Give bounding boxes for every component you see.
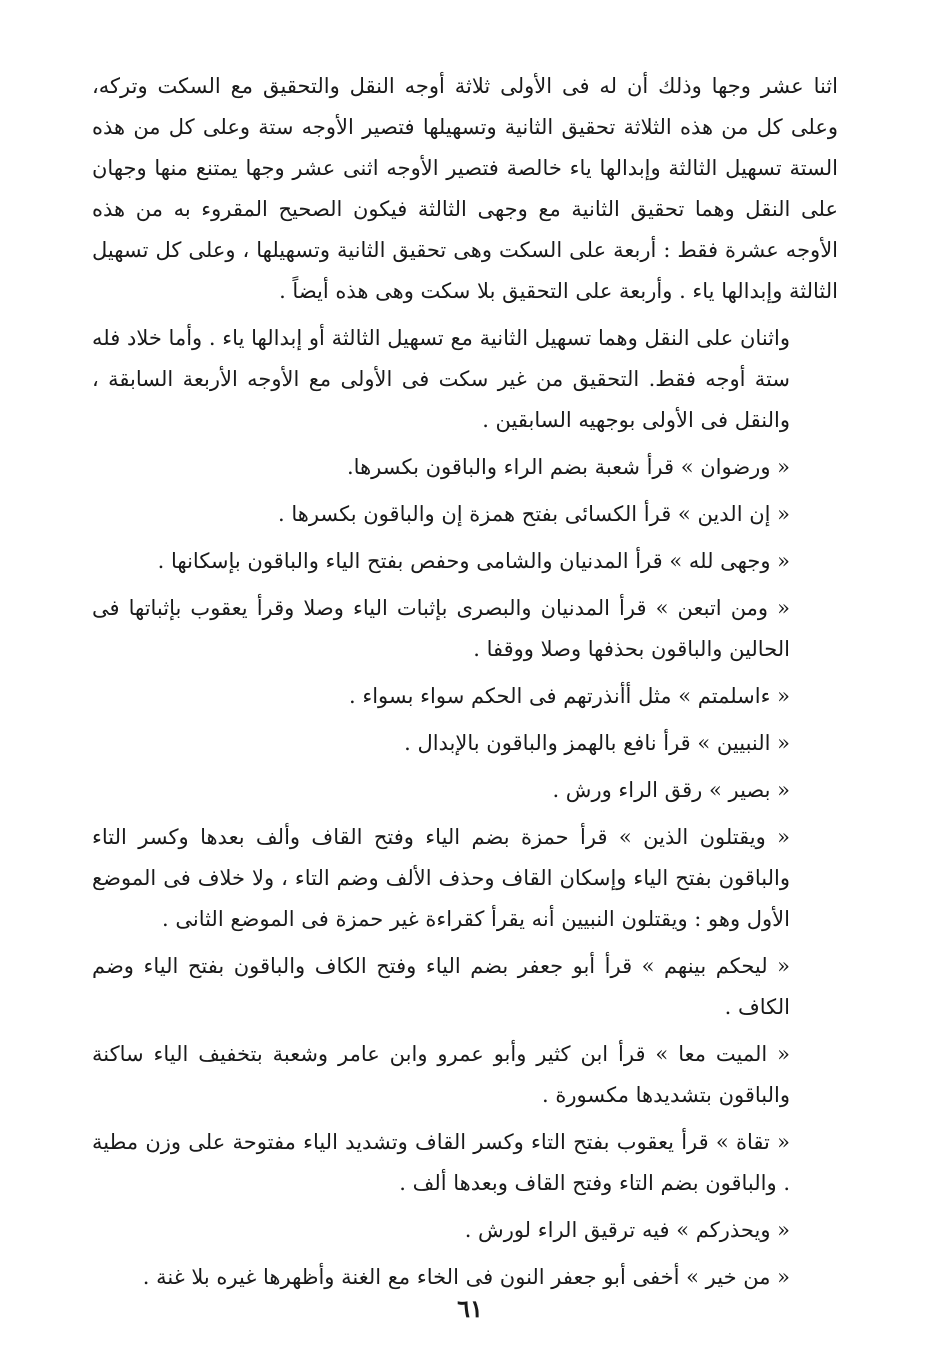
- paragraph-2: واثنان على النقل وهما تسهيل الثانية مع تسهيل الثالثة أو إبدالها ياء . وأما خلاد فله ستة أوجه فقط. التحقيق من غير سكت فى الأولى مع الأوجه الأربعة السابقة ، والنقل فى الأولى بوجهيه السابقين .: [92, 326, 790, 432]
- paragraph-12: « الميت معا » قرأ ابن كثير وأبو عمرو وابن عامر وشعبة بتخفيف الياء ساكنة والباقون بتشديدها مكسورة .: [92, 1042, 790, 1107]
- paragraph-5: « وجهى لله » قرأ المدنيان والشامى وحفص بفتح الياء والباقون بإسكانها .: [157, 549, 790, 573]
- paragraph-15: « من خير » أخفى أبو جعفر النون فى الخاء مع الغنة وأظهرها غيره بلا غنة .: [142, 1265, 790, 1289]
- paragraph-14: « ويحذركم » فيه ترقيق الراء لورش .: [464, 1218, 790, 1242]
- page-body: [92, 66, 838, 1323]
- paragraph-11: « ليحكم بينهم » قرأ أبو جعفر بضم الياء وفتح الكاف والباقون بفتح الياء وضم الكاف .: [92, 954, 790, 1019]
- paragraph-7: « ءاسلمتم » مثل أأنذرتهم فى الحكم سواء بسواء .: [348, 684, 790, 708]
- paragraph-8: « النبيين » قرأ نافع بالهمز والباقون بالإبدال .: [404, 731, 790, 755]
- paragraph-1: اثنا عشر وجها وذلك أن له فى الأولى ثلاثة أوجه النقل والتحقيق مع السكت وتركه، وعلى كل من هذه الثلاثة تحقيق الثانية وتسهيلها فتصير الأوجه ستة وعلى كل من هذه الستة تسهيل الثالثة وإبدالها ياء خالصة فتصير الأوجه اثنى عشر وجها يمتنع منها وجهان على النقل وهما تحقيق الثانية مع وجهى الثالثة فيكون الصحيح المقروء به من هذه الأوجه عشرة فقط : أربعة على السكت وهى تحقيق الثانية وتسهيلها ، وعلى كل تسهيل الثالثة وإبدالها ياء . وأربعة على التحقيق بلا سكت وهى هذه أيضاً .: [92, 74, 839, 303]
- paragraph-3: « ورضوان » قرأ شعبة بضم الراء والباقون بكسرها.: [347, 455, 790, 479]
- paragraph-6: « ومن اتبعن » قرأ المدنيان والبصرى بإثبات الياء وصلا وقرأ يعقوب بإثباتها فى الحالين والباقون بحذفها وصلا ووقفا .: [92, 596, 790, 661]
- paragraph-13: « تقاة » قرأ يعقوب بفتح التاء وكسر القاف وتشديد الياء مفتوحة على وزن مطية . والباقون بضم التاء وفتح القاف وبعدها ألف .: [92, 1130, 790, 1195]
- paragraph-4: « إن الدين » قرأ الكسائى بفتح همزة إن والباقون بكسرها .: [278, 502, 790, 526]
- paragraph-9: « بصير » رقق الراء ورش .: [552, 778, 790, 802]
- page-number: ٦١: [457, 1294, 483, 1323]
- paragraph-10: « ويقتلون الذين » قرأ حمزة بضم الياء وفتح القاف وألف بعدها وكسر التاء والباقون بفتح الياء وإسكان القاف وحذف الألف وضم التاء ، ولا خلاف فى الموضع الأول وهو : ويقتلون النبيين أنه يقرأ كقراءة غير حمزة فى الموضع الثانى .: [92, 825, 790, 931]
